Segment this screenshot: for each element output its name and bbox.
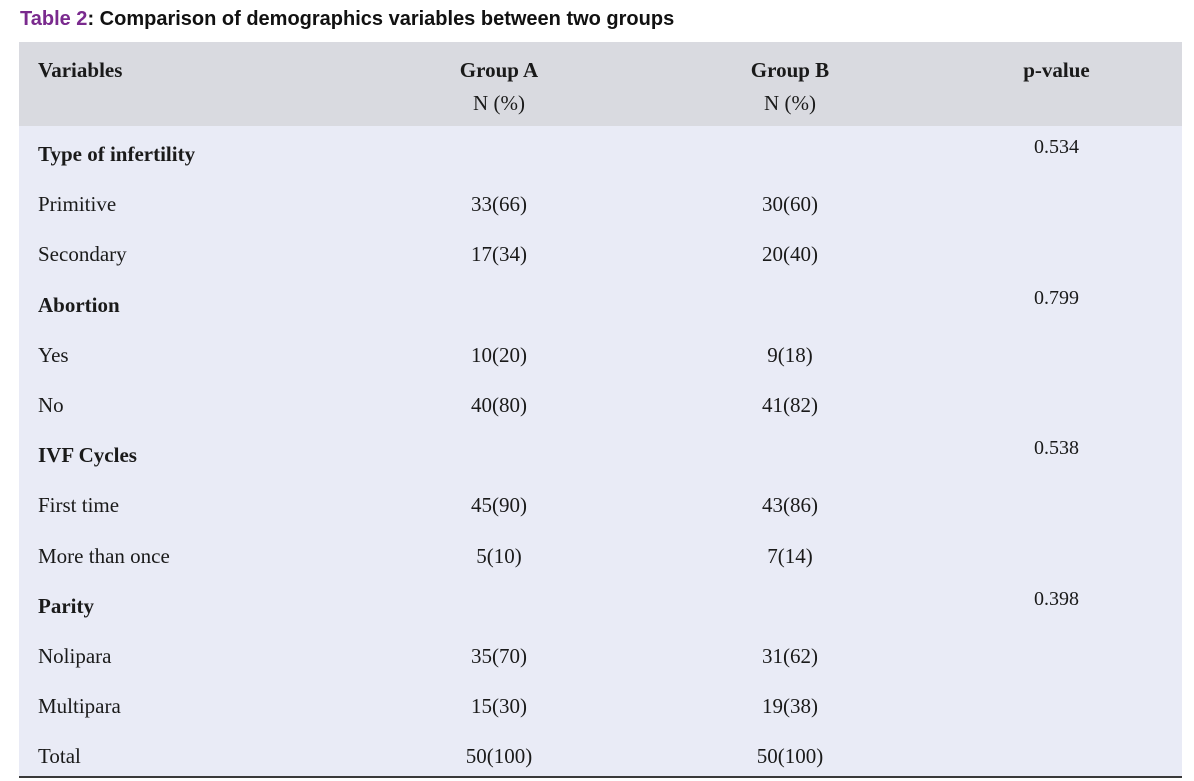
header-variables: Variables xyxy=(38,58,123,82)
group-b-value: 50(100) xyxy=(756,744,824,768)
variable-label: First time xyxy=(38,493,120,517)
group-a-value: 45(90) xyxy=(471,493,527,517)
group-b-value: 43(86) xyxy=(762,493,818,517)
variable-label: Total xyxy=(38,744,81,768)
header-p-value: p-value xyxy=(1023,58,1090,82)
group-a-value: 33(66) xyxy=(471,192,527,216)
table-title: : Comparison of demographics variables between two groups xyxy=(87,8,675,30)
p-value: 0.799 xyxy=(1034,287,1079,309)
group-a-value: 40(80) xyxy=(471,393,527,417)
group-b-value: 20(40) xyxy=(762,242,818,266)
p-value: 0.534 xyxy=(1034,136,1079,158)
header-group-b-unit: N (%) xyxy=(764,91,816,115)
group-a-value: 5(10) xyxy=(476,544,522,568)
group-b-value: 7(14) xyxy=(767,544,813,568)
variable-label: Primitive xyxy=(38,192,117,216)
bottom-rule xyxy=(19,776,1182,778)
group-a-value: 50(100) xyxy=(465,744,533,768)
table-label: Table 2 xyxy=(20,8,88,30)
group-b-value: 19(38) xyxy=(762,694,818,718)
header-group-b: Group B xyxy=(750,58,830,82)
group-a-value: 17(34) xyxy=(471,242,527,266)
group-a-value: 10(20) xyxy=(471,343,527,367)
variable-label: Nolipara xyxy=(38,644,112,668)
header-group-a: Group A xyxy=(459,58,539,82)
category-label: Type of infertility xyxy=(38,142,196,166)
group-b-value: 30(60) xyxy=(762,192,818,216)
header-group-a-unit: N (%) xyxy=(473,91,525,115)
table-header xyxy=(19,42,1182,126)
category-label: Parity xyxy=(38,594,94,618)
group-b-value: 31(62) xyxy=(762,644,818,668)
category-label: IVF Cycles xyxy=(38,443,137,467)
variable-label: Secondary xyxy=(38,242,127,266)
table-caption xyxy=(20,8,674,31)
category-label: Abortion xyxy=(38,293,120,317)
variable-label: No xyxy=(38,393,64,417)
group-a-value: 35(70) xyxy=(471,644,527,668)
group-a-value: 15(30) xyxy=(471,694,527,718)
group-b-value: 41(82) xyxy=(762,393,818,417)
p-value: 0.398 xyxy=(1034,588,1079,610)
variable-label: More than once xyxy=(38,544,170,568)
variable-label: Yes xyxy=(38,343,69,367)
demographics-table xyxy=(19,42,1182,778)
group-b-value: 9(18) xyxy=(767,343,813,367)
variable-label: Multipara xyxy=(38,694,121,718)
p-value: 0.538 xyxy=(1034,437,1079,459)
